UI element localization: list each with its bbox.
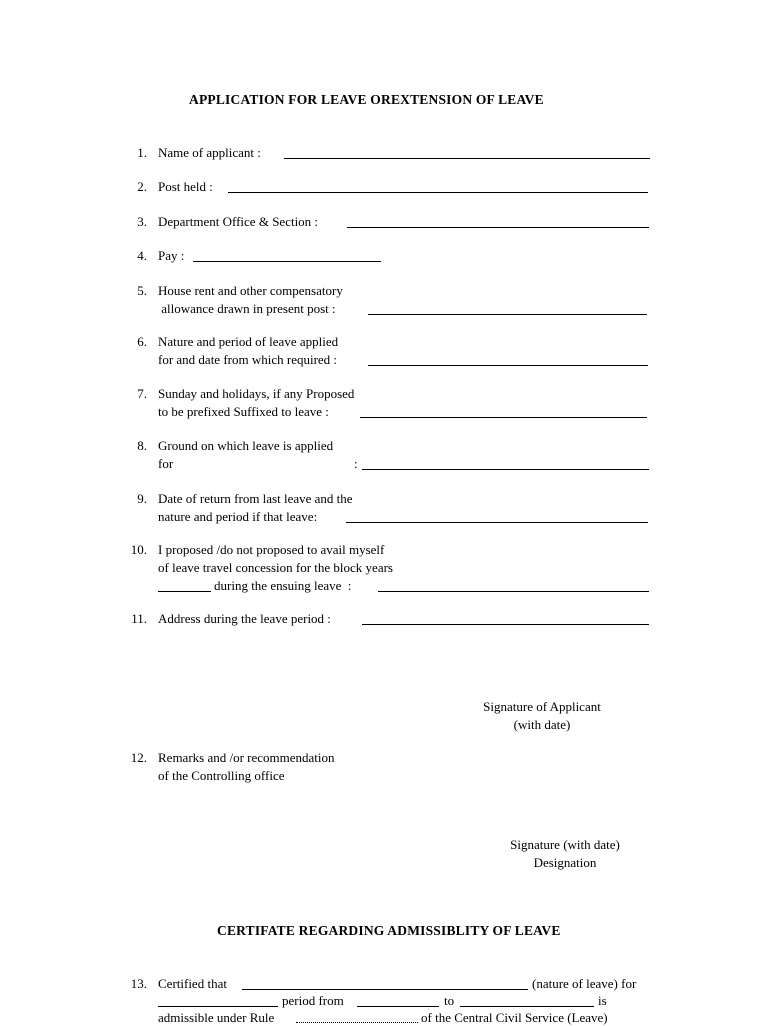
certified-leave-field[interactable]	[242, 989, 528, 990]
item-number: 9.	[137, 491, 147, 506]
item-label: nature and period if that leave:	[158, 509, 318, 524]
item-label: Nature and period of leave applied	[158, 334, 339, 349]
department-field[interactable]	[347, 227, 649, 228]
item-label: for	[158, 456, 174, 471]
item-label: to	[444, 993, 455, 1008]
item-number: 13.	[130, 976, 147, 991]
item-label: to be prefixed Suffixed to leave :	[158, 404, 329, 419]
item-number: 1.	[137, 145, 147, 160]
certificate-title: CERTIFATE REGARDING ADMISSIBLITY OF LEAVE	[217, 923, 561, 938]
item-label: of the Controlling office	[158, 768, 285, 783]
signature-applicant-label: Signature of Applicant	[483, 699, 601, 714]
item-number: 12.	[130, 750, 147, 765]
item-number: 4.	[137, 248, 147, 263]
period-to-field[interactable]	[460, 1006, 594, 1007]
item-label: period from	[282, 993, 344, 1008]
rule-field[interactable]	[296, 1022, 418, 1023]
item-number: 5.	[137, 283, 147, 298]
item-label: Pay :	[158, 248, 185, 263]
item-label: Date of return from last leave and the	[158, 491, 353, 506]
item-label: Sunday and holidays, if any Proposed	[158, 386, 355, 401]
item-number: 11.	[131, 611, 147, 626]
page-title: APPLICATION FOR LEAVE OREXTENSION OF LEAVE	[189, 92, 544, 107]
ground-field[interactable]	[362, 469, 649, 470]
nature-period-field[interactable]	[368, 365, 648, 366]
item-label: House rent and other compensatory	[158, 283, 343, 298]
item-label: Department Office & Section :	[158, 214, 319, 229]
pay-field[interactable]	[193, 261, 381, 262]
item-label: I proposed /do not proposed to avail myself	[158, 542, 385, 557]
item-number: 10.	[130, 542, 147, 557]
designation-label: Designation	[533, 855, 597, 870]
holidays-field[interactable]	[360, 417, 647, 418]
block-years-field[interactable]	[158, 591, 211, 592]
item-label: admissible under Rule	[158, 1010, 275, 1025]
item-label: of the Central Civil Service (Leave)	[421, 1010, 608, 1025]
period-from-field[interactable]	[357, 1006, 439, 1007]
item-colon: :	[354, 456, 358, 471]
item-number: 6.	[137, 334, 147, 349]
item-label: (nature of leave) for	[532, 976, 637, 991]
item-number: 2.	[137, 179, 147, 194]
allowance-field[interactable]	[368, 314, 647, 315]
address-field[interactable]	[362, 624, 649, 625]
days-field[interactable]	[158, 1006, 278, 1007]
item-label: allowance drawn in present post :	[158, 301, 336, 316]
item-label: Ground on which leave is applied	[158, 438, 334, 453]
item-label: Post held :	[158, 179, 213, 194]
item-label: Remarks and /or recommendation	[158, 750, 335, 765]
ltc-field[interactable]	[378, 591, 649, 592]
signature-applicant-date-label: (with date)	[513, 717, 571, 732]
item-label: for and date from which required :	[158, 352, 338, 367]
item-number: 8.	[137, 438, 147, 453]
item-label: is	[598, 993, 607, 1008]
item-number: 3.	[137, 214, 147, 229]
signature-officer-label: Signature (with date)	[510, 837, 620, 852]
item-number: 7.	[137, 386, 147, 401]
item-label: Certified that	[158, 976, 227, 991]
return-date-field[interactable]	[346, 522, 648, 523]
name-of-applicant-field[interactable]	[284, 158, 650, 159]
post-held-field[interactable]	[228, 192, 648, 193]
item-label: Name of applicant :	[158, 145, 261, 160]
item-label: Address during the leave period :	[158, 611, 331, 626]
item-label: of leave travel concession for the block years	[158, 560, 393, 575]
item-label: during the ensuing leave :	[214, 578, 352, 593]
